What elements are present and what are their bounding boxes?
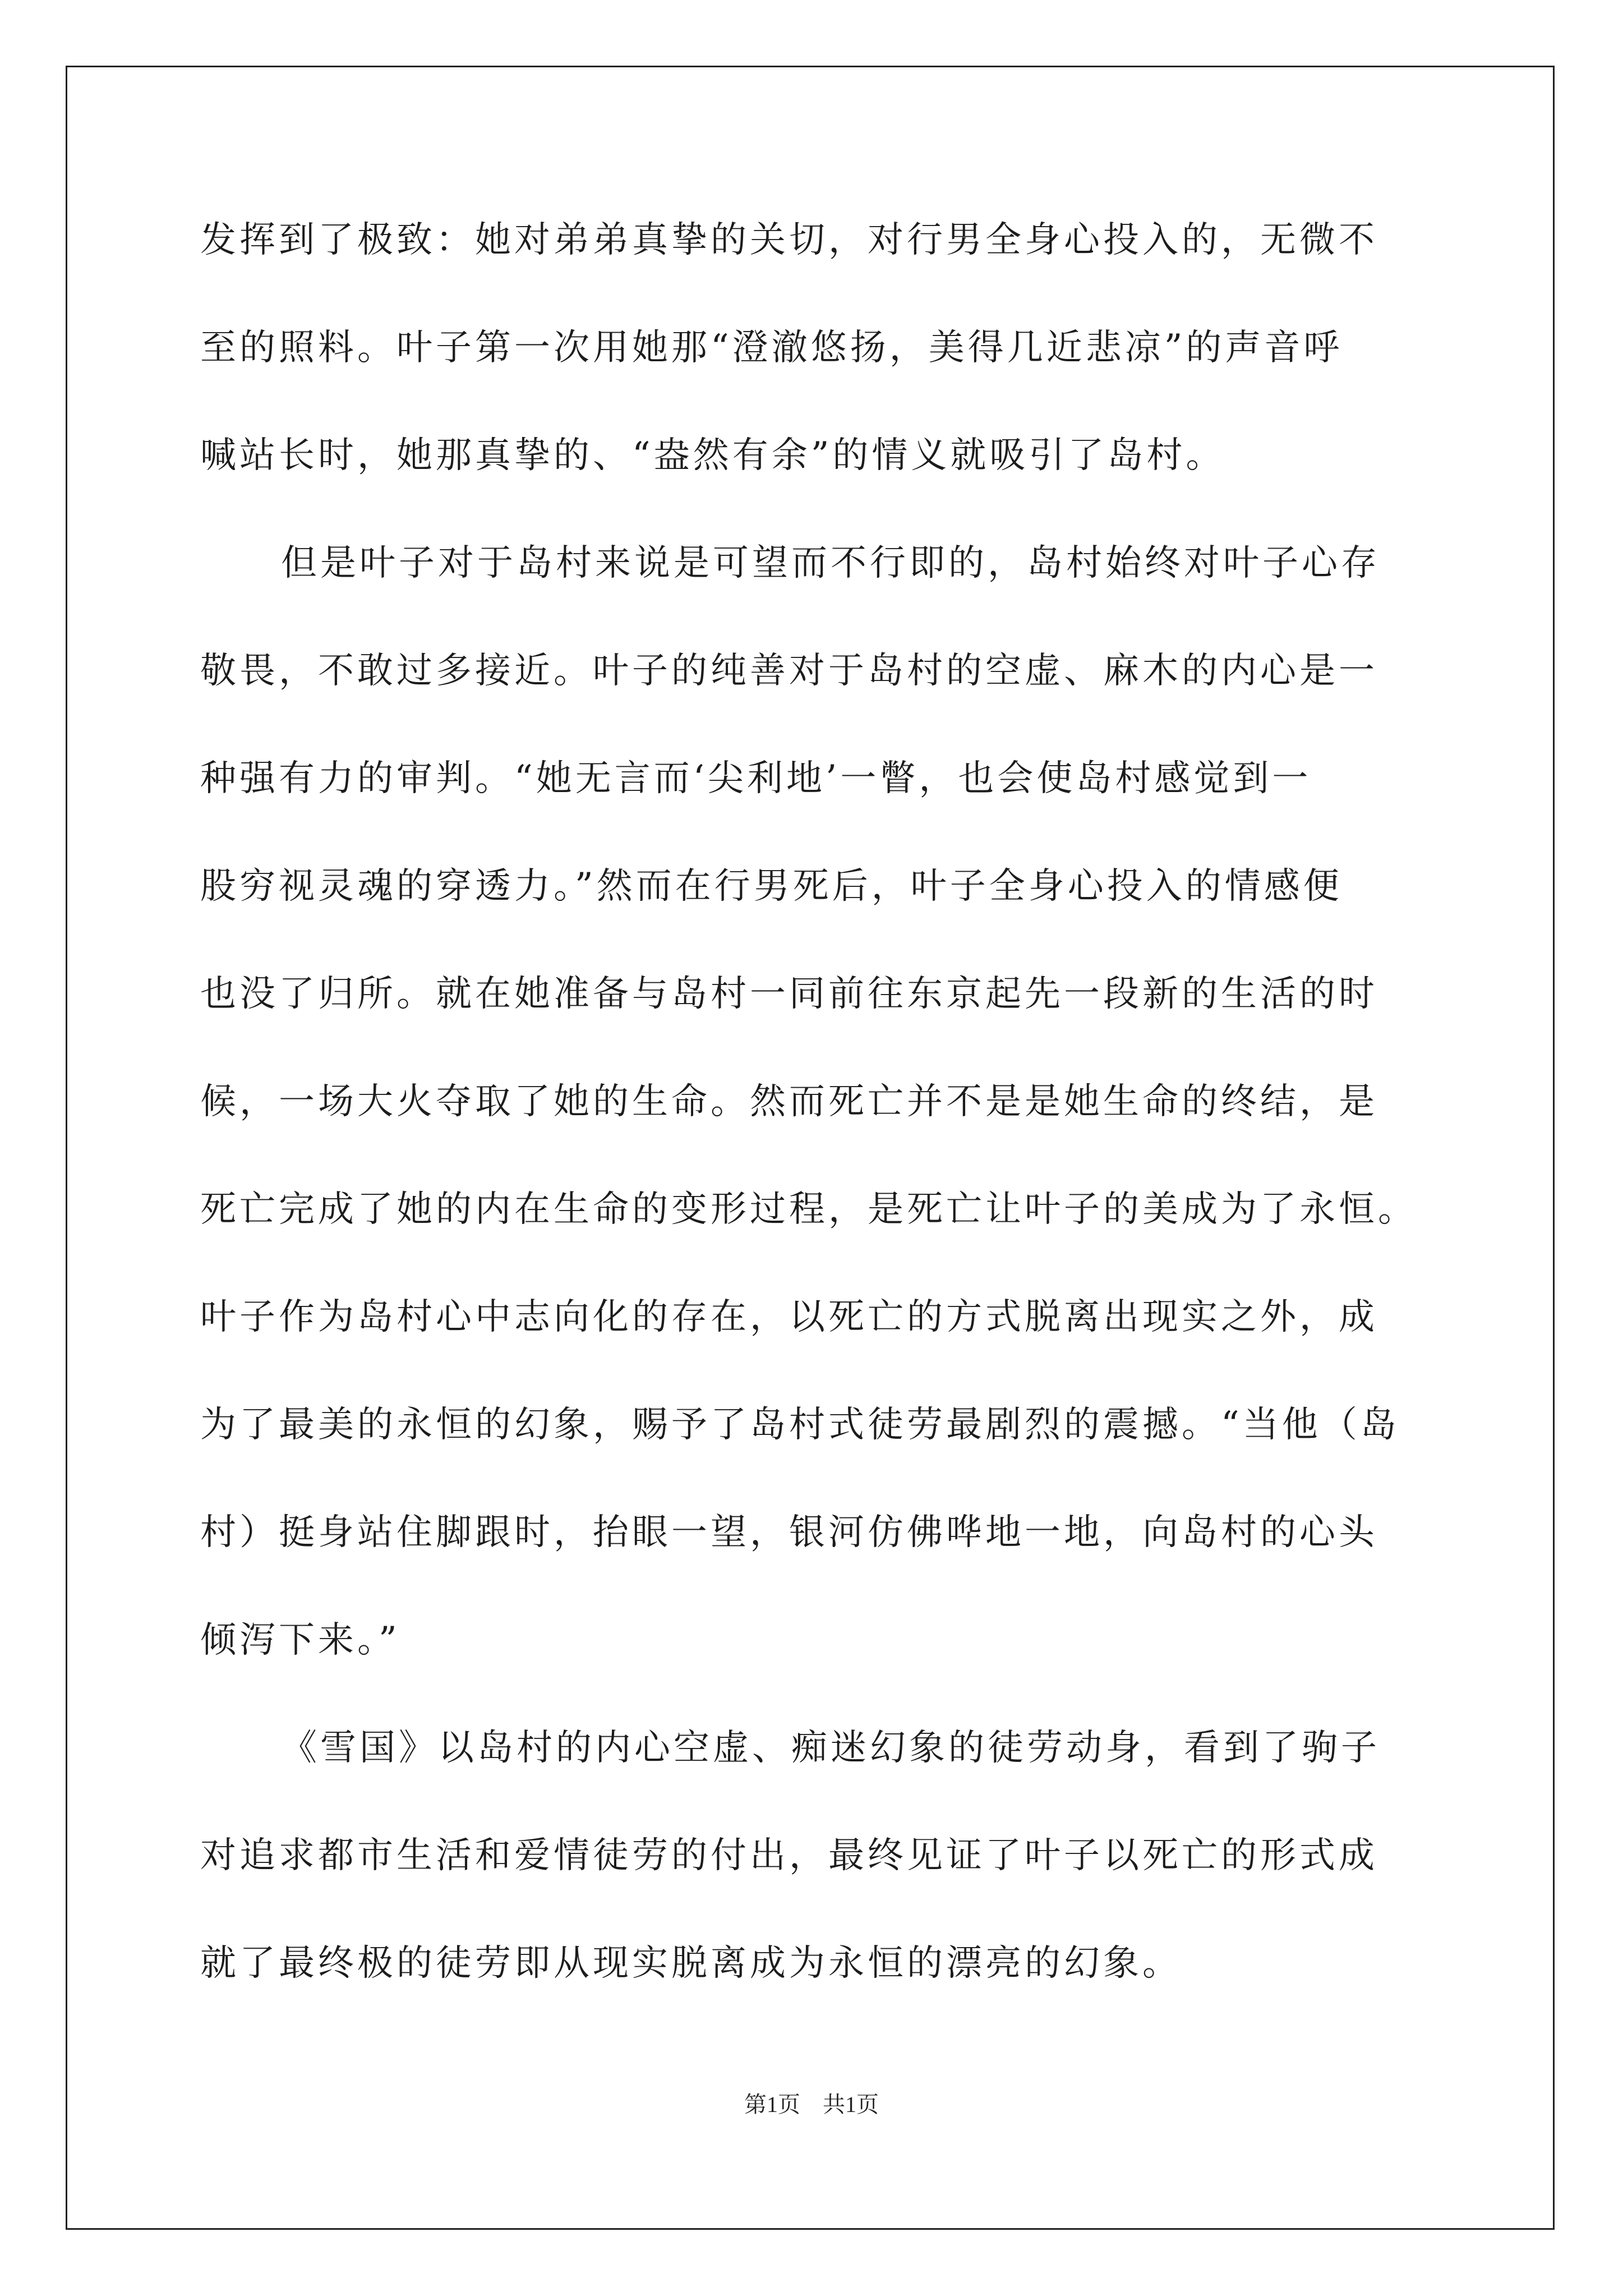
text-line: 就了最终极的徒劳即从现实脱离成为永恒的漂亮的幻象。 [200,1943,1182,1984]
text-line: 发挥到了极致：她对弟弟真挚的关切，对行男全身心投入的，无微不 [200,219,1378,261]
text-line: 喊站长时，她那真挚的、“盎然有余”的情义就吸引了岛村。 [200,435,1225,476]
text-line: 为了最美的永恒的幻象，赐予了岛村式徒劳最剧烈的震撼。“当他（岛 [200,1404,1400,1446]
text-line: 叶子作为岛村心中志向化的存在，以死亡的方式脱离出现实之外，成 [200,1296,1378,1338]
page-total: 共1页 [823,2092,879,2117]
text-line: 但是叶子对于岛村来说是可望而不行即的，岛村始终对叶子心存 [281,542,1380,584]
text-line: 村）挺身站住脚跟时，抬眼一望，银河仿佛哗地一地，向岛村的心头 [200,1512,1378,1553]
page-number: 第1页 [744,2092,800,2117]
text-line: 死亡完成了她的内在生命的变形过程，是死亡让叶子的美成为了永恒。 [200,1189,1417,1230]
text-line: 倾泻下来。” [200,1619,400,1661]
text-line: 至的照料。叶子第一次用她那“澄澈悠扬，美得几近悲凉”的声音呼 [200,327,1343,369]
text-line: 候，一场大火夺取了她的生命。然而死亡并不是是她生命的终结，是 [200,1081,1378,1122]
text-line: 《雪国》以岛村的内心空虚、痴迷幻象的徒劳动身，看到了驹子 [281,1727,1380,1769]
text-line: 对追求都市生活和爱情徒劳的付出，最终见证了叶子以死亡的形式成 [200,1835,1378,1876]
document-body [200,212,1428,2043]
page-footer [0,2087,1623,2119]
text-line: 敬畏，不敢过多接近。叶子的纯善对于岛村的空虚、麻木的内心是一 [200,650,1378,692]
text-line: 股穷视灵魂的穿透力。”然而在行男死后，叶子全身心投入的情感便 [200,866,1343,907]
text-line: 种强有力的审判。“她无言而‘尖利地’一瞥，也会使岛村感觉到一 [200,758,1312,799]
text-line: 也没了归所。就在她准备与岛村一同前往东京起先一段新的生活的时 [200,973,1378,1015]
